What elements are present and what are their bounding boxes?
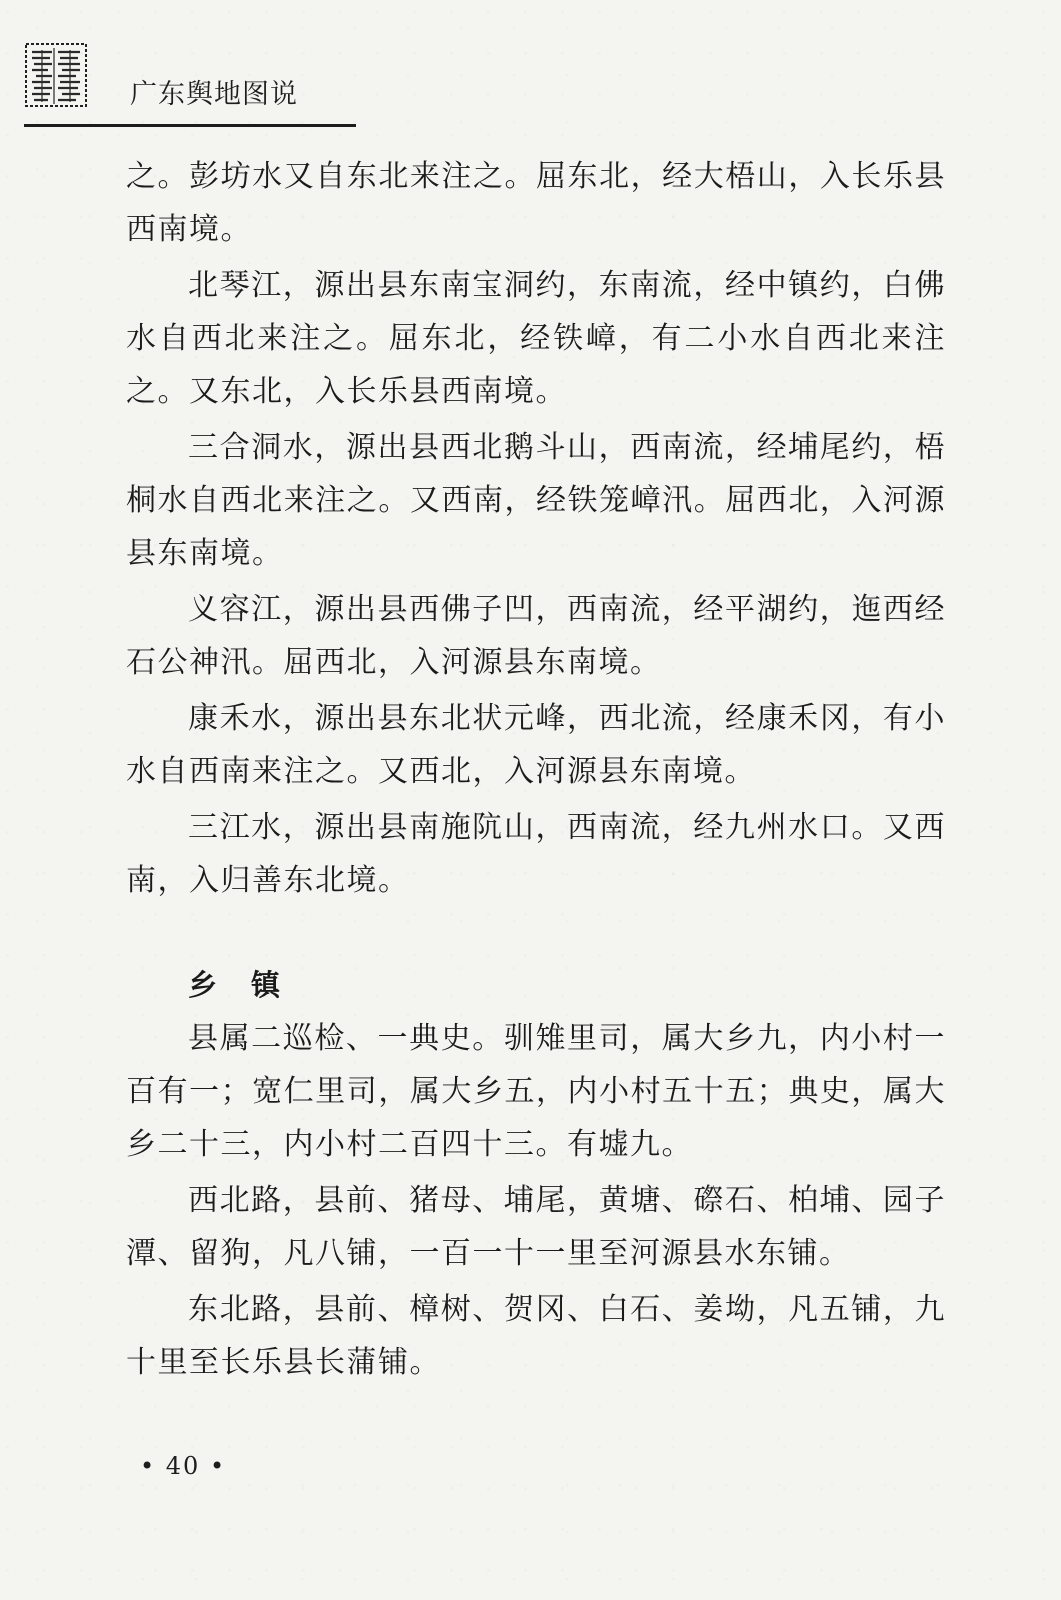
section-spacer [126,907,946,959]
paragraph: 西北路，县前、猪母、埔尾，黄塘、磜石、柏埔、园子潭、留狗，凡八铺，一百一十一里至河源县水东铺。 [126,1183,946,1271]
paragraph: 三江水，源出县南施阬山，西南流，经九州水口。又西南，入归善东北境。 [126,810,946,898]
paragraph: 北琴江，源出县东南宝洞约，东南流，经中镇约，白佛水自西北来注之。屈东北，经铁嶂，有二小水自西北来注之。又东北，入长乐县西南境。 [126,268,946,409]
paragraph: 之。彭坊水又自东北来注之。屈东北，经大梧山，入长乐县西南境。 [126,159,946,247]
paragraph: 东北路，县前、樟树、贺冈、白石、姜坳，凡五铺，九十里至长乐县长蒲铺。 [126,1292,946,1380]
paragraph: 康禾水，源出县东北状元峰，西北流，经康禾冈，有小水自西南来注之。又西北，入河源县东南境。 [126,701,946,789]
header-divider [24,124,356,127]
page-number: • 40 • [140,1452,227,1480]
page-body [126,150,946,1389]
section-heading: 乡镇 [188,968,315,1002]
paragraph: 县属二巡检、一典史。驯雉里司，属大乡九，内小村一百有一；宽仁里司，属大乡五，内小村五十五；典史，属大乡二十三，内小村二百四十三。有墟九。 [126,1021,946,1162]
paragraph: 三合洞水，源出县西北鹅斗山，西南流，经埔尾约，梧桐水自西北来注之。又西南，经铁笼嶂汛。屈西北，入河源县东南境。 [126,430,946,571]
running-title: 广东舆地图说 [130,79,298,110]
paragraph: 义容江，源出县西佛子凹，西南流，经平湖约，迤西经石公神汛。屈西北，入河源县东南境。 [126,592,946,680]
seal-stamp-icon [24,42,88,108]
